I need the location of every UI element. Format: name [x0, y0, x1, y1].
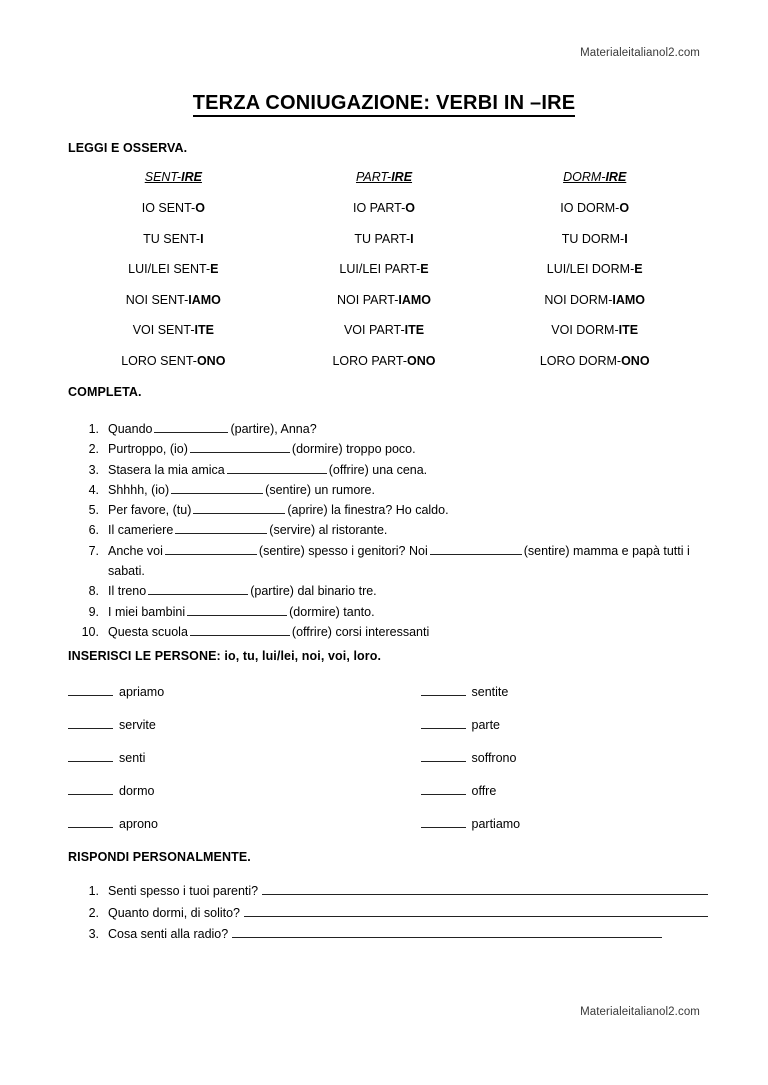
conjugation-ending: O: [619, 201, 630, 215]
verb-form: parte: [471, 718, 500, 732]
conjugation-row: [68, 323, 279, 337]
question-text: Senti spesso i tuoi parenti?: [108, 884, 259, 898]
conjugation-row: [489, 262, 700, 276]
conjugation-subject: LORO DORM-: [539, 353, 622, 368]
conjugation-subject: LUI/LEI DORM-: [546, 262, 635, 276]
sentence-before-blank: Anche voi: [108, 543, 163, 558]
persone-exercise: [68, 684, 708, 849]
list-item-number: 5.: [88, 503, 99, 518]
list-item-text: [108, 602, 708, 622]
list-item-number: 7.: [88, 543, 99, 558]
persone-column-right: [356, 684, 709, 849]
persone-row: [421, 684, 679, 717]
conjugation-subject: IO DORM-: [560, 201, 620, 215]
list-item: [68, 581, 708, 601]
verb-form: apriamo: [119, 685, 165, 699]
conjugation-subject: LORO PART-: [332, 353, 408, 368]
list-item-number: 2.: [88, 442, 99, 457]
conjugation-row: [489, 293, 700, 307]
conjugation-ending: ONO: [196, 353, 226, 368]
brand-header: Materialeitalianol2.com: [580, 47, 700, 59]
sentence-after-blank: (dormire) troppo poco.: [291, 442, 416, 457]
conjugation-subject: VOI DORM-: [551, 323, 619, 337]
list-item: [68, 924, 708, 946]
sentence-after-blank: (sentire) spesso i genitori? Noi: [258, 543, 428, 558]
list-item-number: 8.: [88, 584, 99, 599]
conjugation-ending: I: [200, 231, 204, 246]
brand-footer: Materialeitalianol2.com: [580, 1006, 700, 1018]
list-item: [68, 500, 708, 520]
conjugation-ending: ONO: [407, 353, 436, 368]
conjugation-heading-ending: IRE: [391, 170, 413, 184]
persone-row: [68, 750, 326, 783]
sentence-before-blank: Shhhh, (io): [108, 482, 170, 497]
answer-blank[interactable]: [190, 623, 290, 636]
verb-form: aprono: [119, 817, 158, 831]
verb-form: servite: [119, 718, 156, 732]
sentence-after-blank-2: (sentire) mamma e papà tutti i sabati.: [108, 543, 690, 579]
answer-blank[interactable]: [421, 750, 466, 762]
conjugation-subject: LUI/LEI PART-: [339, 262, 421, 276]
list-item-number: 3.: [88, 927, 99, 941]
page-title: [0, 92, 768, 115]
list-item: [68, 439, 708, 459]
list-item-text: [108, 622, 708, 642]
list-item: [68, 480, 708, 500]
answer-blank[interactable]: [165, 542, 257, 555]
answer-blank[interactable]: [68, 717, 113, 729]
conjugation-ending: ITE: [404, 323, 425, 337]
section-heading-inserisci: INSERISCI LE PERSONE: io, tu, lui/lei, noi, voi, loro.: [68, 649, 382, 663]
conjugation-heading: [68, 170, 279, 184]
list-item: [68, 903, 708, 925]
persone-row: [421, 750, 679, 783]
list-item-text: [108, 581, 708, 601]
list-item-text: [108, 541, 708, 582]
conjugation-heading-stem: DORM-: [563, 170, 606, 184]
conjugation-row: [68, 262, 279, 276]
sentence-before-blank: Per favore, (tu): [108, 503, 192, 518]
list-item: [68, 541, 708, 582]
list-item-text: [108, 500, 708, 520]
sentence-before-blank: Il treno: [108, 584, 147, 599]
answer-line[interactable]: [262, 881, 708, 895]
conjugation-row: [279, 323, 490, 337]
conjugation-row: [279, 354, 490, 368]
list-item-text: [108, 520, 708, 540]
conjugation-subject: NOI SENT-: [125, 292, 189, 307]
list-item-number: 3.: [88, 462, 99, 477]
list-item-text: [108, 480, 708, 500]
conjugation-ending: E: [420, 262, 429, 276]
answer-line[interactable]: [232, 924, 662, 938]
conjugation-subject: TU SENT-: [143, 231, 201, 246]
conjugation-subject: IO SENT-: [141, 201, 196, 215]
conjugation-heading-ending: IRE: [181, 170, 202, 184]
conjugation-row: [68, 232, 279, 246]
sentence-before-blank: Purtroppo, (io): [108, 442, 188, 457]
verb-form: dormo: [119, 784, 155, 798]
list-item-number: 6.: [88, 523, 99, 538]
conjugation-ending: O: [195, 201, 205, 215]
conjugation-column-partire: [279, 170, 490, 384]
answer-blank[interactable]: [190, 440, 290, 453]
answer-blank[interactable]: [175, 521, 267, 534]
conjugation-subject: TU PART-: [354, 231, 411, 246]
answer-blank[interactable]: [68, 684, 113, 696]
persone-row: [421, 783, 679, 816]
sentence-after-blank: (aprire) la finestra? Ho caldo.: [287, 503, 449, 518]
list-item-number: 1.: [88, 422, 99, 436]
list-item: [68, 602, 708, 622]
conjugation-ending: IAMO: [188, 292, 221, 307]
answer-blank[interactable]: [68, 783, 113, 795]
answer-blank[interactable]: [227, 461, 327, 474]
page-title-text: TERZA CONIUGAZIONE: VERBI IN –IRE: [193, 92, 576, 117]
answer-blank[interactable]: [68, 750, 113, 762]
conjugation-row: [279, 293, 490, 307]
answer-blank[interactable]: [171, 481, 263, 494]
conjugation-ending: E: [210, 262, 219, 276]
conjugation-ending: I: [624, 231, 628, 246]
list-item: [68, 622, 708, 642]
sentence-before-blank: Quando: [108, 422, 153, 436]
sentence-before-blank: Questa scuola: [108, 624, 188, 639]
conjugation-row: [68, 293, 279, 307]
question-text: Cosa senti alla radio?: [108, 927, 229, 941]
answer-blank[interactable]: [68, 816, 113, 828]
rispondi-exercise-list: [68, 881, 708, 946]
answer-blank[interactable]: [430, 542, 522, 555]
conjugation-row: [279, 232, 490, 246]
answer-blank[interactable]: [154, 420, 228, 433]
conjugation-heading-ending: IRE: [605, 170, 627, 184]
list-item: [68, 881, 708, 903]
persone-row: [68, 684, 326, 717]
list-item-number: 10.: [81, 624, 99, 639]
sentence-before-blank: Stasera la mia amica: [108, 462, 225, 477]
conjugation-row: [489, 323, 700, 337]
conjugation-ending: O: [405, 201, 416, 215]
section-heading-completa: COMPLETA.: [68, 385, 142, 399]
sentence-after-blank: (partire), Anna?: [230, 422, 317, 436]
conjugation-subject: IO PART-: [352, 201, 406, 215]
list-item-text: [108, 419, 708, 439]
conjugation-row: [489, 354, 700, 368]
list-item-number: 1.: [88, 884, 99, 898]
list-item-number: 9.: [88, 604, 99, 619]
conjugation-ending: ITE: [194, 323, 214, 337]
verb-form: senti: [119, 751, 146, 765]
sentence-before-blank: Il cameriere: [108, 523, 174, 538]
conjugation-ending: I: [410, 231, 414, 246]
verb-form: soffrono: [471, 751, 517, 765]
list-item: [68, 460, 708, 480]
conjugation-row: [68, 354, 279, 368]
answer-blank[interactable]: [421, 717, 466, 729]
persone-row: [421, 717, 679, 750]
sentence-after-blank: (sentire) un rumore.: [265, 482, 375, 497]
conjugation-subject: LUI/LEI SENT-: [128, 262, 211, 276]
section-heading-leggi: LEGGI E OSSERVA.: [68, 141, 188, 155]
list-item-text: [108, 439, 708, 459]
list-item-number: 2.: [88, 905, 99, 920]
verb-form: sentite: [471, 685, 509, 699]
conjugation-subject: VOI SENT-: [132, 323, 195, 337]
conjugation-row: [489, 201, 700, 215]
sentence-after-blank: (offrire) corsi interessanti: [291, 624, 430, 639]
conjugation-subject: TU DORM-: [561, 231, 625, 246]
answer-blank[interactable]: [421, 816, 466, 828]
sentence-after-blank: (dormire) tanto.: [289, 604, 375, 619]
conjugation-ending: E: [634, 262, 643, 276]
persone-row: [421, 816, 679, 849]
conjugation-row: [489, 232, 700, 246]
list-item: [68, 419, 708, 439]
conjugation-table: [68, 170, 700, 384]
verb-form: offre: [471, 784, 497, 798]
persone-row: [68, 717, 326, 750]
conjugation-subject: NOI DORM-: [544, 292, 613, 307]
persone-row: [68, 816, 326, 849]
answer-blank[interactable]: [187, 603, 287, 616]
conjugation-subject: VOI PART-: [343, 323, 405, 337]
conjugation-heading-stem: PART-: [355, 170, 392, 184]
persone-row: [68, 783, 326, 816]
question-text: Quanto dormi, di solito?: [108, 905, 241, 920]
verb-form: partiamo: [471, 817, 521, 831]
conjugation-column-dormire: [489, 170, 700, 384]
answer-blank[interactable]: [193, 501, 285, 514]
completa-exercise-list: [68, 419, 708, 642]
conjugation-heading: [489, 170, 700, 184]
conjugation-row: [68, 201, 279, 215]
list-item-number: 4.: [88, 482, 99, 497]
conjugation-row: [279, 201, 490, 215]
sentence-before-blank: I miei bambini: [108, 604, 186, 619]
sentence-after-blank: (servire) al ristorante.: [269, 523, 388, 538]
answer-blank[interactable]: [148, 582, 248, 595]
list-item: [68, 520, 708, 540]
conjugation-row: [279, 262, 490, 276]
conjugation-ending: IAMO: [612, 292, 646, 307]
conjugation-heading: [279, 170, 490, 184]
conjugation-column-sentire: [68, 170, 279, 384]
conjugation-subject: NOI PART-: [337, 292, 399, 307]
conjugation-ending: ITE: [618, 323, 639, 337]
answer-blank[interactable]: [421, 684, 466, 696]
conjugation-ending: ONO: [621, 353, 650, 368]
sentence-after-blank: (partire) dal binario tre.: [250, 584, 377, 599]
answer-blank[interactable]: [421, 783, 466, 795]
conjugation-heading-stem: SENT-: [144, 170, 182, 184]
sentence-after-blank: (offrire) una cena.: [328, 462, 428, 477]
persone-column-left: [68, 684, 356, 849]
conjugation-ending: IAMO: [398, 292, 431, 307]
section-heading-rispondi: RISPONDI PERSONALMENTE.: [68, 850, 251, 864]
list-item-text: [108, 460, 708, 480]
conjugation-subject: LORO SENT-: [121, 353, 197, 368]
answer-line[interactable]: [244, 903, 708, 917]
